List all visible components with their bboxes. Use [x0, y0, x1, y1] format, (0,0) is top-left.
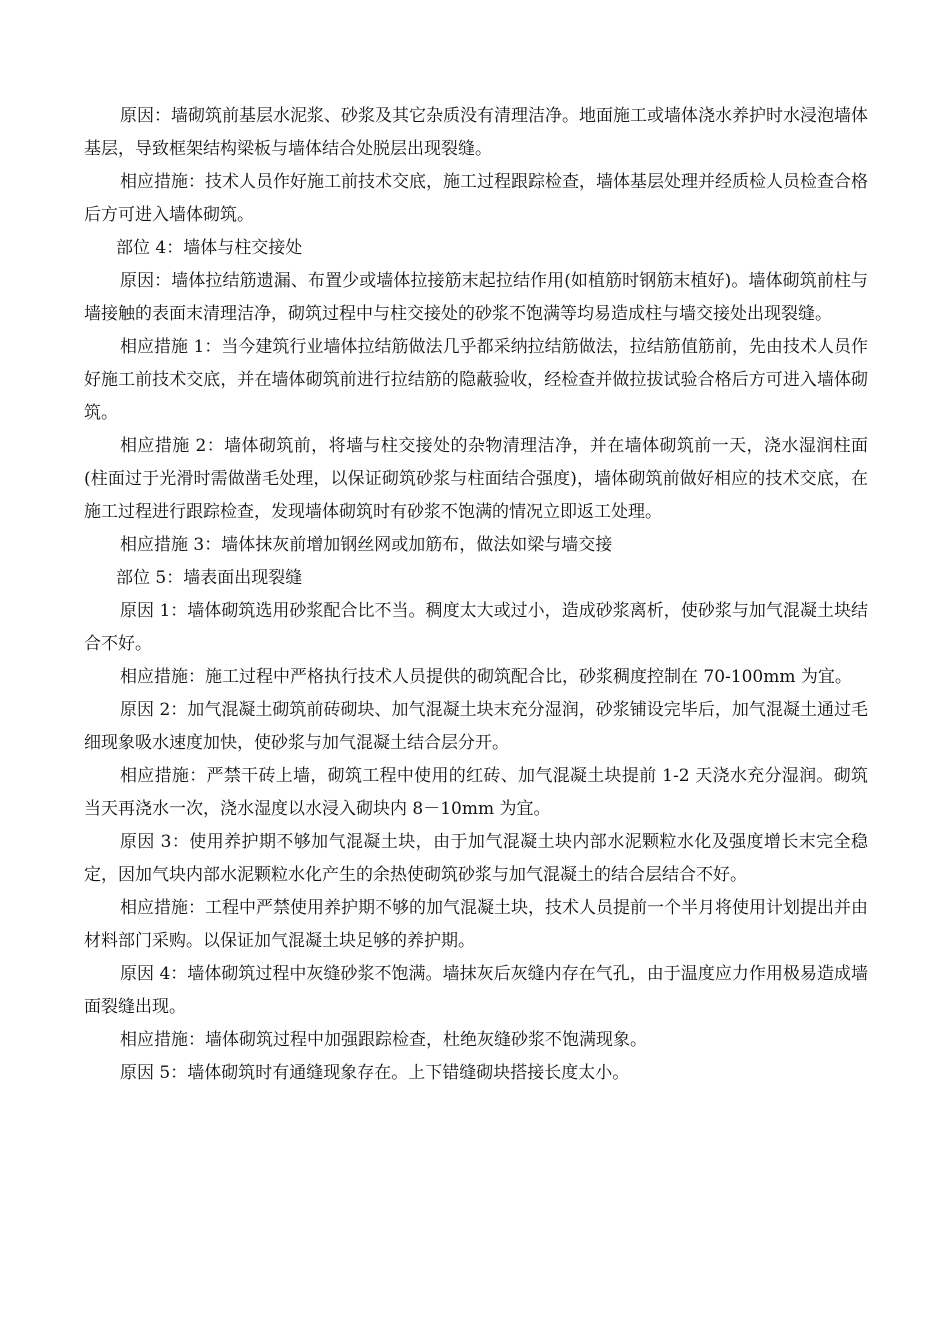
paragraph-cause-1-surface: 原因 1：墙体砌筑选用砂浆配合比不当。稠度太大或过小，造成砂浆离析，使砂浆与加气混凝土块结合不好。 — [84, 601, 868, 654]
section-heading-location-4: 部位 4：墙体与柱交接处 — [116, 238, 303, 258]
paragraph-cause-5-surface: 原因 5：墙体砌筑时有通缝现象存在。上下错缝砌块搭接长度太小。 — [120, 1063, 630, 1083]
paragraph-cause-base-layer: 原因：墙砌筑前基层水泥浆、砂浆及其它杂质没有清理洁净。地面施工或墙体浇水养护时水浸泡墙体基层，导致框架结构梁板与墙体结合处脱层出现裂缝。 — [84, 106, 868, 159]
paragraph-cause-2-surface: 原因 2：加气混凝土砌筑前砖砌块、加气混凝土块末充分湿润，砂浆铺设完毕后，加气混凝土通过毛细现象吸水速度加快，使砂浆与加气混凝土结合层分开。 — [84, 700, 868, 753]
paragraph-measure-cause-2: 相应措施：严禁干砖上墙，砌筑工程中使用的红砖、加气混凝土块提前 1-2 天浇水充分湿润。砌筑当天再浇水一次，浇水湿度以水浸入砌块内 8－10mm 为宜。 — [84, 766, 868, 819]
paragraph-measure-2-wall-column: 相应措施 2：墙体砌筑前，将墙与柱交接处的杂物清理洁净，并在墙体砌筑前一天，浇水湿润柱面(柱面过于光滑时需做凿毛处理，以保证砌筑砂浆与柱面结合强度)，墙体砌筑前做好相应的技术交底，在施工过程进行跟踪检查，发现墙体砌筑时有砂浆不饱满的情况立即返工处理。 — [84, 436, 868, 522]
paragraph-measure-cause-4: 相应措施：墙体砌筑过程中加强跟踪检查，杜绝灰缝砂浆不饱满现象。 — [120, 1030, 647, 1050]
paragraph-cause-wall-column: 原因：墙体拉结筋遗漏、布置少或墙体拉接筋末起拉结作用(如植筋时钢筋末植好)。墙体砌筑前柱与墙接触的表面末清理洁净，砌筑过程中与柱交接处的砂浆不饱满等均易造成柱与墙交接处出现裂缝。 — [84, 271, 868, 324]
paragraph-measure-cause-3: 相应措施：工程中严禁使用养护期不够的加气混凝土块，技术人员提前一个半月将使用计划提出并由材料部门采购。以保证加气混凝土块足够的养护期。 — [84, 898, 868, 951]
document-body — [84, 100, 868, 1090]
paragraph-cause-4-surface: 原因 4：墙体砌筑过程中灰缝砂浆不饱满。墙抹灰后灰缝内存在气孔，由于温度应力作用极易造成墙面裂缝出现。 — [84, 964, 868, 1017]
paragraph-measure-base-layer: 相应措施：技术人员作好施工前技术交底，施工过程跟踪检查，墙体基层处理并经质检人员检查合格后方可进入墙体砌筑。 — [84, 172, 868, 225]
paragraph-cause-3-surface: 原因 3：使用养护期不够加气混凝土块，由于加气混凝土块内部水泥颗粒水化及强度增长末完全稳定，因加气块内部水泥颗粒水化产生的余热使砌筑砂浆与加气混凝土的结合层结合不好。 — [84, 832, 868, 885]
paragraph-measure-3-wall-column: 相应措施 3：墙体抹灰前增加钢丝网或加筋布，做法如梁与墙交接 — [120, 535, 613, 555]
section-heading-location-5: 部位 5：墙表面出现裂缝 — [116, 568, 303, 588]
paragraph-measure-cause-1: 相应措施：施工过程中严格执行技术人员提供的砌筑配合比，砂浆稠度控制在 70-100mm 为宜。 — [120, 667, 852, 687]
paragraph-measure-1-wall-column: 相应措施 1：当今建筑行业墙体拉结筋做法几乎都采纳拉结筋做法，拉结筋值筋前，先由技术人员作好施工前技术交底，并在墙体砌筑前进行拉结筋的隐蔽验收，经检查并做拉拔试验合格后方可进入墙体砌筑。 — [84, 337, 868, 423]
